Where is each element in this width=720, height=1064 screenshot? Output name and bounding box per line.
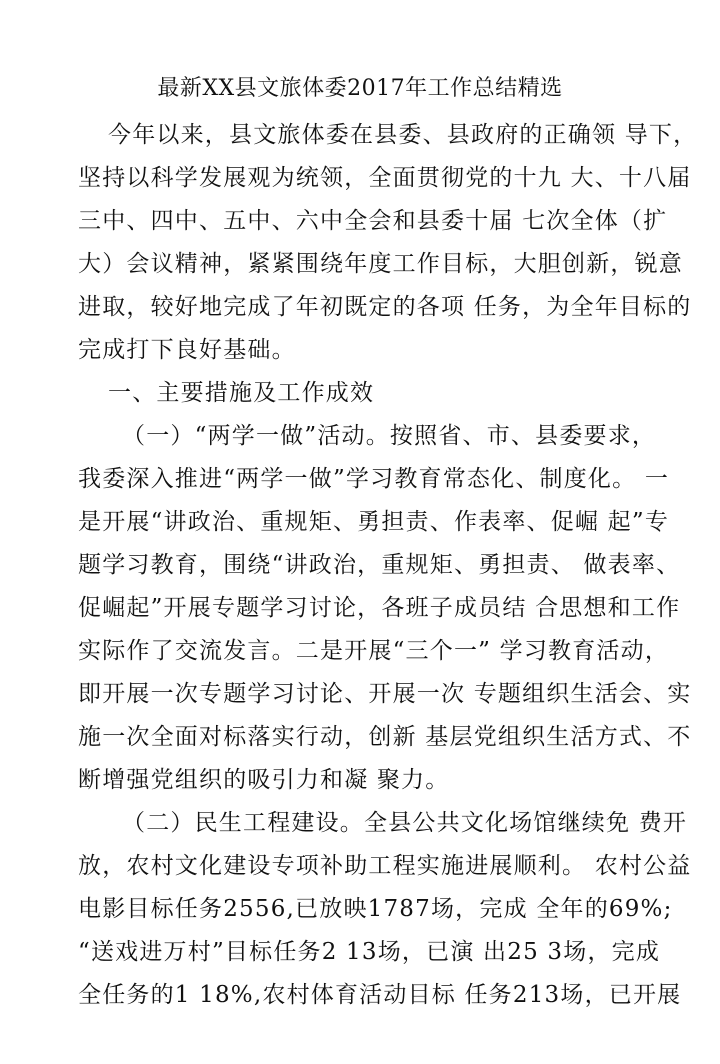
paragraph-line-10: 题学习教育，围绕“讲政治，重规矩、勇担责、 做表率、 [78,552,681,578]
paragraph-line-14: 施一次全面对标落实行动，创新 基层党组织生活方式、不 [78,724,692,750]
paragraph-line-15: 断增强党组织的吸引力和凝 聚力。 [78,767,450,793]
paragraph-line-5: 进取，较好地完成了年初既定的各项 任务，为全年目标的 [78,294,692,320]
paragraph-line-16: （二）民生工程建设。全县公共文化场馆继续免 费开 [122,810,688,836]
paragraph-line-8: 我委深入推进“两学一做”学习教育常态化、制度化。 一 [78,466,670,492]
paragraph-line-18: 电影目标任务2556,已放映1787场，完成 全年的69%; [78,896,673,922]
paragraph-line-17: 放，农村文化建设专项补助工程实施进展顺利。 农村公益 [78,853,692,879]
paragraph-line-13: 即开展一次专题学习讨论、开展一次 专题组织生活会、实 [78,681,692,707]
paragraph-line-7: （一）“两学一做”活动。按照省、市、县委要求， [122,423,657,449]
paragraph-line-19: “送戏进万村”目标任务2 13场，已演 出25 3场，完成 [78,939,661,965]
document-title: 最新XX县文旅体委2017年工作总结精选 [157,76,563,101]
paragraph-line-4: 大）会议精神，紧紧围绕年度工作目标，大胆创新，锐意 [78,251,683,277]
paragraph-line-12: 实际作了交流发言。二是开展“三个一” 学习教育活动， [78,638,670,664]
paragraph-line-3: 三中、四中、五中、六中全会和县委十届 七次全体（扩 [78,208,668,234]
paragraph-line-2: 坚持以科学发展观为统领，全面贯彻党的十九 大、十八届 [78,165,692,191]
paragraph-line-9: 是开展“讲政治、重规矩、勇担责、作表率、促崛 起”专 [78,509,670,535]
paragraph-line-20: 全任务的1 18%,农村体育活动目标 任务213场，已开展 [78,982,682,1008]
paragraph-line-1: 今年以来，县文旅体委在县委、县政府的正确领 导下， [108,122,698,148]
paragraph-line-11: 促崛起”开展专题学习讨论，各班子成员结 合思想和工作 [78,595,681,621]
paragraph-line-6: 完成打下良好基础。 [78,337,296,363]
section-heading-1: 一、主要措施及工作成效 [108,380,375,406]
